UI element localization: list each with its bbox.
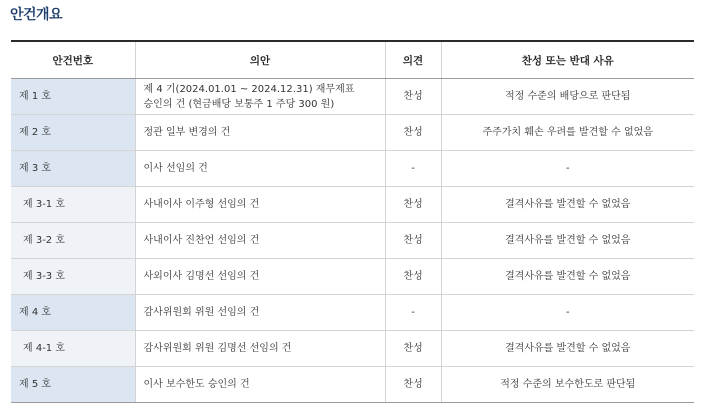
agenda-number-cell: 제 5 호 — [11, 367, 135, 403]
agenda-title-line: 정관 일부 변경의 건 — [143, 127, 231, 138]
agenda-title-cell — [135, 259, 385, 295]
reason-cell: 적정 수준의 보수한도로 판단됨 — [441, 367, 694, 403]
reason-cell: 결격사유를 발견할 수 없었음 — [441, 187, 694, 223]
reason-cell: 적정 수준의 배당으로 판단됨 — [441, 79, 694, 115]
agenda-number-cell: 제 2 호 — [11, 115, 135, 151]
agenda-title-cell — [135, 151, 385, 187]
agenda-title-line: 이사 선임의 건 — [143, 163, 208, 174]
agenda-title-line: 사외이사 김명선 선임의 건 — [143, 271, 260, 282]
opinion-cell: 찬성 — [385, 367, 441, 403]
table-row — [11, 331, 694, 367]
agenda-number-cell: 제 3 호 — [11, 151, 135, 187]
agenda-title-cell — [135, 295, 385, 331]
agenda-title-cell — [135, 187, 385, 223]
agenda-title-line: 제 4 기(2024.01.01 ~ 2024.12.31) 재무제표 — [143, 83, 355, 95]
agenda-number-cell: 제 4 호 — [11, 295, 135, 331]
opinion-cell: 찬성 — [385, 223, 441, 259]
agenda-title-line: 사내이사 이주형 선임의 건 — [143, 199, 260, 210]
table-row — [11, 187, 694, 223]
table-row — [11, 223, 694, 259]
header-agenda: 의안 — [135, 41, 385, 79]
agenda-number-cell: 제 3-2 호 — [11, 223, 135, 259]
table-row — [11, 295, 694, 331]
reason-cell: - — [441, 295, 694, 331]
agenda-number-cell: 제 4-1 호 — [11, 331, 135, 367]
opinion-cell: 찬성 — [385, 115, 441, 151]
opinion-cell: 찬성 — [385, 79, 441, 115]
opinion-cell: 찬성 — [385, 259, 441, 295]
agenda-number-cell: 제 1 호 — [11, 79, 135, 115]
table-row — [11, 79, 694, 115]
agenda-title-line: 감사위원회 위원 김명선 선임의 건 — [143, 343, 292, 354]
reason-cell: 결격사유를 발견할 수 없었음 — [441, 331, 694, 367]
table-row — [11, 367, 694, 403]
agenda-table — [11, 40, 694, 403]
opinion-cell: 찬성 — [385, 331, 441, 367]
header-reason: 찬성 또는 반대 사유 — [441, 41, 694, 79]
reason-cell: 결격사유를 발견할 수 없었음 — [441, 259, 694, 295]
table-row — [11, 115, 694, 151]
agenda-title-cell — [135, 223, 385, 259]
opinion-cell: 찬성 — [385, 187, 441, 223]
opinion-cell: - — [385, 295, 441, 331]
agenda-title-cell — [135, 331, 385, 367]
table-row — [11, 151, 694, 187]
reason-cell: 결격사유를 발견할 수 없었음 — [441, 223, 694, 259]
header-opinion: 의견 — [385, 41, 441, 79]
agenda-title-line: 사내이사 진찬언 선임의 건 — [143, 235, 260, 246]
agenda-title-line: 승인의 건 (현금배당 보통주 1 주당 300 원) — [143, 98, 335, 110]
header-agenda-no: 안건번호 — [11, 41, 135, 79]
table-header-row — [11, 41, 694, 79]
table-row — [11, 259, 694, 295]
agenda-title-line: 이사 보수한도 승인의 건 — [143, 379, 250, 390]
agenda-title-cell — [135, 367, 385, 403]
opinion-cell: - — [385, 151, 441, 187]
reason-cell: 주주가치 훼손 우려를 발견할 수 없었음 — [441, 115, 694, 151]
agenda-title-cell — [135, 115, 385, 151]
agenda-number-cell: 제 3-3 호 — [11, 259, 135, 295]
agenda-number-cell: 제 3-1 호 — [11, 187, 135, 223]
reason-cell: - — [441, 151, 694, 187]
agenda-title-line: 감사위원회 위원 선임의 건 — [143, 307, 260, 318]
agenda-title-cell — [135, 79, 385, 115]
section-title: 안건개요 — [10, 7, 63, 23]
